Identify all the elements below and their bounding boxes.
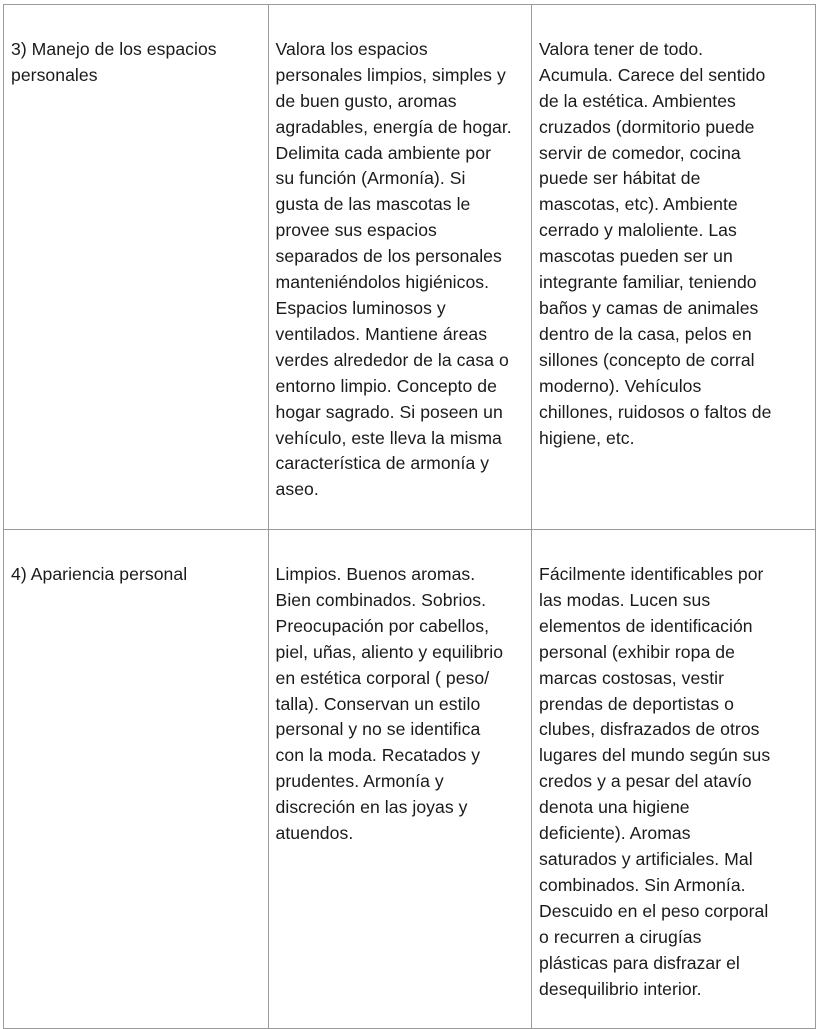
column-2-text: Valora tener de todo. Acumula. Carece del sentido de la estética. Ambientes cruzados (dormitorio puede servir de comedor, cocina puede ser hábitat de mascotas, etc). Ambiente cerrado y maloliente. Las mascotas pueden ser un integrante familiar, teniendo baños y camas de animales dentro de la casa, pelos en sillones (concepto de corral moderno). Vehículos chillones, ruidosos o faltos de higiene, etc. [539,38,772,448]
comparison-table [3,4,816,1029]
column-2-cell [532,530,816,1029]
column-2-cell [532,5,816,530]
topic-cell [4,5,269,530]
table-row [4,5,816,530]
column-1-text: Limpios. Buenos aromas. Bien combinados. Sobrios. Preocupación por cabellos, piel, uñas, aliento y equilibrio en estética corporal ( peso/ talla). Conservan un estilo personal y no se identifica con la moda. Recatados y prudentes. Armonía y discreción en las joyas y atuendos. [275,564,504,844]
table-row [4,530,816,1029]
topic-text: 4) Apariencia personal [11,564,188,585]
column-2-text: Fácilmente identificables por las modas. Lucen sus elementos de identificación personal (exhibir ropa de marcas costosas, vestir prendas de deportistas o clubes, disfrazados de otros lugares del mundo según sus credos y a pesar del atavío denota una higiene deficiente). Aromas saturados y artificiales. Mal combinados. Sin Armonía. Descuido en el peso corporal o recurren a cirugías plásticas para disfrazar el desequilibrio interior. [539,564,771,999]
column-1-cell [268,530,532,1029]
column-1-text: Valora los espacios personales limpios, simples y de buen gusto, aromas agradables, energía de hogar. Delimita cada ambiente por su función (Armonía). Si gusta de las mascotas le provee sus espacios separados de los personales manteniéndolos higiénicos. Espacios luminosos y ventilados. Mantiene áreas verdes alrededor de la casa o entorno limpio. Concepto de hogar sagrado. Si poseen un vehículo, este lleva la misma característica de armonía y aseo. [275,38,512,500]
topic-cell [4,530,269,1029]
column-1-cell [268,5,532,530]
topic-text: 3) Manejo de los espacios personales [11,38,217,85]
